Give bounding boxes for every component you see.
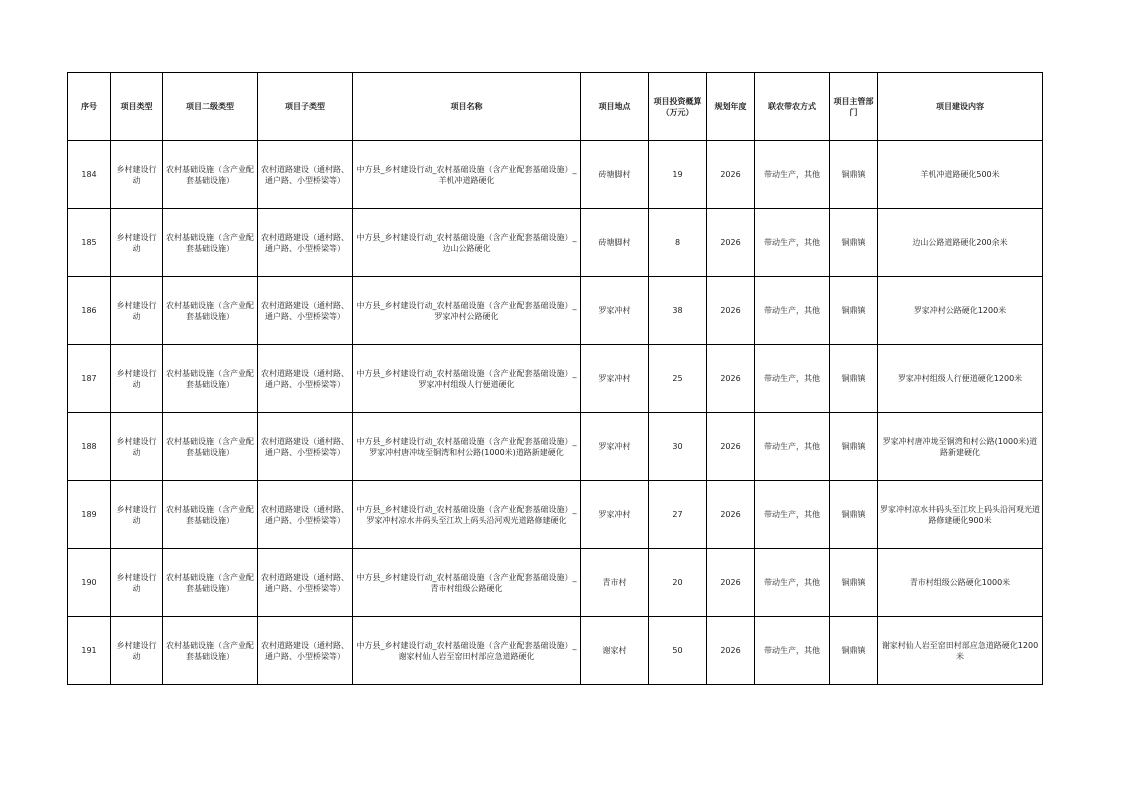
cell-seq: 186	[68, 277, 111, 345]
cell-seq: 189	[68, 481, 111, 549]
cell-link-mode: 带动生产，其他	[755, 549, 830, 617]
cell-seq: 188	[68, 413, 111, 481]
cell-location: 罗家冲村	[581, 481, 649, 549]
cell-link-mode: 带动生产，其他	[755, 277, 830, 345]
cell-name: 中方县_乡村建设行动_农村基础设施（含产业配套基础设施）_羊机冲道路硬化	[353, 141, 581, 209]
cell-sub-type2: 农村基础设施（含产业配套基础设施）	[163, 481, 258, 549]
cell-year: 2026	[707, 277, 755, 345]
header-dept: 项目主管部门	[830, 73, 878, 141]
cell-type: 乡村建设行动	[111, 549, 163, 617]
cell-budget: 19	[649, 141, 707, 209]
table-row	[68, 413, 1043, 481]
cell-seq: 190	[68, 549, 111, 617]
cell-sub-type: 农村道路建设（通村路、通户路、小型桥梁等）	[258, 345, 353, 413]
table-row	[68, 345, 1043, 413]
header-sub-type2: 项目二级类型	[163, 73, 258, 141]
cell-type: 乡村建设行动	[111, 209, 163, 277]
cell-sub-type: 农村道路建设（通村路、通户路、小型桥梁等）	[258, 277, 353, 345]
cell-sub-type: 农村道路建设（通村路、通户路、小型桥梁等）	[258, 141, 353, 209]
cell-budget: 38	[649, 277, 707, 345]
cell-link-mode: 带动生产，其他	[755, 617, 830, 685]
cell-sub-type: 农村道路建设（通村路、通户路、小型桥梁等）	[258, 617, 353, 685]
table-row	[68, 141, 1043, 209]
cell-dept: 铜鼎镇	[830, 617, 878, 685]
cell-content: 罗家冲村公路硬化1200米	[878, 277, 1043, 345]
cell-sub-type2: 农村基础设施（含产业配套基础设施）	[163, 617, 258, 685]
cell-content: 谢家村仙人岩至窑田村部应急道路硬化1200米	[878, 617, 1043, 685]
cell-budget: 27	[649, 481, 707, 549]
cell-name: 中方县_乡村建设行动_农村基础设施（含产业配套基础设施）_罗家冲村唐冲垅至铜湾和村公路(1000米)道路新建硬化	[353, 413, 581, 481]
cell-content: 羊机冲道路硬化500米	[878, 141, 1043, 209]
cell-link-mode: 带动生产，其他	[755, 413, 830, 481]
cell-location: 罗家冲村	[581, 413, 649, 481]
cell-year: 2026	[707, 413, 755, 481]
cell-link-mode: 带动生产，其他	[755, 209, 830, 277]
table-row	[68, 277, 1043, 345]
cell-content: 罗家冲村凉水井码头至江坎上码头沿河观光道路修建硬化900米	[878, 481, 1043, 549]
cell-name: 中方县_乡村建设行动_农村基础设施（含产业配套基础设施）_罗家冲村凉水井码头至江坎上码头沿河观光道路修建硬化	[353, 481, 581, 549]
cell-location: 罗家冲村	[581, 345, 649, 413]
cell-location: 青市村	[581, 549, 649, 617]
cell-budget: 20	[649, 549, 707, 617]
cell-budget: 8	[649, 209, 707, 277]
cell-year: 2026	[707, 549, 755, 617]
table-row	[68, 617, 1043, 685]
cell-location: 砖塘脚村	[581, 141, 649, 209]
cell-name: 中方县_乡村建设行动_农村基础设施（含产业配套基础设施）_边山公路硬化	[353, 209, 581, 277]
cell-type: 乡村建设行动	[111, 617, 163, 685]
cell-content: 罗家冲村组级人行便道硬化1200米	[878, 345, 1043, 413]
cell-name: 中方县_乡村建设行动_农村基础设施（含产业配套基础设施）_罗家冲村公路硬化	[353, 277, 581, 345]
cell-type: 乡村建设行动	[111, 345, 163, 413]
header-row	[68, 73, 1043, 141]
cell-budget: 30	[649, 413, 707, 481]
cell-link-mode: 带动生产，其他	[755, 481, 830, 549]
cell-type: 乡村建设行动	[111, 277, 163, 345]
header-year: 规划年度	[707, 73, 755, 141]
cell-sub-type2: 农村基础设施（含产业配套基础设施）	[163, 209, 258, 277]
cell-content: 青市村组级公路硬化1000米	[878, 549, 1043, 617]
cell-seq: 184	[68, 141, 111, 209]
table-row	[68, 209, 1043, 277]
cell-dept: 铜鼎镇	[830, 413, 878, 481]
cell-name: 中方县_乡村建设行动_农村基础设施（含产业配套基础设施）_谢家村仙人岩至窑田村部应急道路硬化	[353, 617, 581, 685]
cell-sub-type: 农村道路建设（通村路、通户路、小型桥梁等）	[258, 549, 353, 617]
cell-sub-type2: 农村基础设施（含产业配套基础设施）	[163, 549, 258, 617]
cell-sub-type2: 农村基础设施（含产业配套基础设施）	[163, 345, 258, 413]
cell-dept: 铜鼎镇	[830, 209, 878, 277]
cell-dept: 铜鼎镇	[830, 141, 878, 209]
cell-dept: 铜鼎镇	[830, 277, 878, 345]
header-type: 项目类型	[111, 73, 163, 141]
cell-dept: 铜鼎镇	[830, 345, 878, 413]
header-content: 项目建设内容	[878, 73, 1043, 141]
cell-type: 乡村建设行动	[111, 481, 163, 549]
cell-type: 乡村建设行动	[111, 141, 163, 209]
cell-year: 2026	[707, 141, 755, 209]
cell-seq: 191	[68, 617, 111, 685]
cell-sub-type: 农村道路建设（通村路、通户路、小型桥梁等）	[258, 209, 353, 277]
cell-sub-type2: 农村基础设施（含产业配套基础设施）	[163, 141, 258, 209]
header-location: 项目地点	[581, 73, 649, 141]
table-row	[68, 481, 1043, 549]
header-budget: 项目投资概算（万元）	[649, 73, 707, 141]
cell-dept: 铜鼎镇	[830, 481, 878, 549]
cell-budget: 50	[649, 617, 707, 685]
header-sub-type: 项目子类型	[258, 73, 353, 141]
cell-sub-type: 农村道路建设（通村路、通户路、小型桥梁等）	[258, 413, 353, 481]
cell-content: 罗家冲村唐冲垅至铜湾和村公路(1000米)道路新建硬化	[878, 413, 1043, 481]
cell-location: 砖塘脚村	[581, 209, 649, 277]
cell-budget: 25	[649, 345, 707, 413]
cell-year: 2026	[707, 209, 755, 277]
cell-type: 乡村建设行动	[111, 413, 163, 481]
cell-sub-type2: 农村基础设施（含产业配套基础设施）	[163, 277, 258, 345]
cell-year: 2026	[707, 617, 755, 685]
header-name: 项目名称	[353, 73, 581, 141]
header-seq: 序号	[68, 73, 111, 141]
cell-seq: 185	[68, 209, 111, 277]
cell-sub-type: 农村道路建设（通村路、通户路、小型桥梁等）	[258, 481, 353, 549]
cell-sub-type2: 农村基础设施（含产业配套基础设施）	[163, 413, 258, 481]
header-link-mode: 联农带农方式	[755, 73, 830, 141]
cell-link-mode: 带动生产，其他	[755, 345, 830, 413]
project-table	[67, 72, 1043, 685]
cell-dept: 铜鼎镇	[830, 549, 878, 617]
cell-content: 边山公路道路硬化200余米	[878, 209, 1043, 277]
cell-location: 谢家村	[581, 617, 649, 685]
cell-location: 罗家冲村	[581, 277, 649, 345]
cell-name: 中方县_乡村建设行动_农村基础设施（含产业配套基础设施）_青市村组级公路硬化	[353, 549, 581, 617]
cell-seq: 187	[68, 345, 111, 413]
cell-link-mode: 带动生产，其他	[755, 141, 830, 209]
cell-name: 中方县_乡村建设行动_农村基础设施（含产业配套基础设施）_罗家冲村组级人行便道硬化	[353, 345, 581, 413]
cell-year: 2026	[707, 481, 755, 549]
table-row	[68, 549, 1043, 617]
cell-year: 2026	[707, 345, 755, 413]
